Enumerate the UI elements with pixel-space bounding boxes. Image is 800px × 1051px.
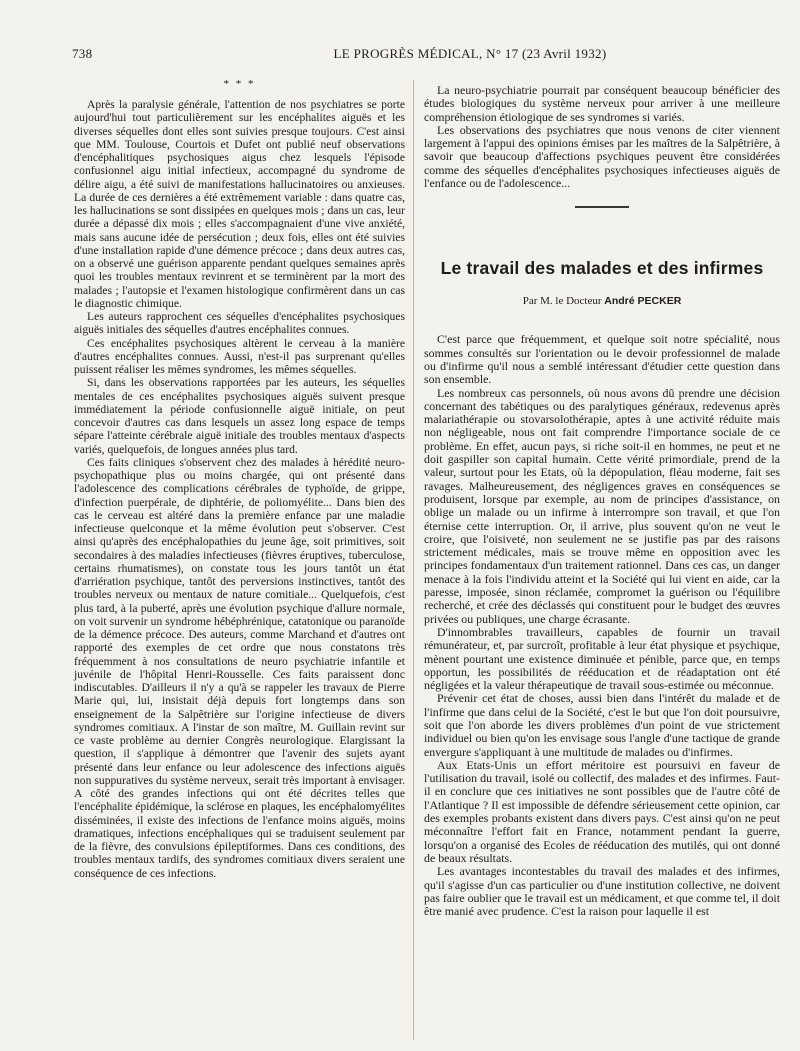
paragraph: Les observations des psychiatres que nous venons de citer viennent largement à l'appui des opinions émises par les maîtres de la Salpêtrière, à savoir que beaucoup d'affections psychiques peuvent être considérées comme des séquelles d'encéphalites psychosiques infectieuses aiguës de l'enfance ou de l'adolescence... (424, 122, 780, 191)
paragraph: Les avantages incontestables du travail des malades et des infirmes, qu'il s'agisse d'un cas particulier ou d'une institution collective, ne doivent pas faire oublier que le travail est un médicament, et que comme tel, il doit être manié avec prudence. C'est la raison pour laquelle il est (424, 864, 780, 919)
paragraph: C'est parce que fréquemment, et quelque soit notre spécialité, nous sommes consultés sur l'orientation ou le devoir professionnel de malade ou d'infirme qu'il nous a semblé intéressant d'étudier cette question dans son ensemble. (424, 332, 780, 387)
paragraph: Prévenir cet état de choses, aussi bien dans l'intérêt du malade et de l'infirme que dans celui de la Société, c'est le but que l'on doit poursuivre, soit que l'on aborde les divers problèmes d'un point de vue strictement individuel ou bien qu'on les envisage sous l'angle d'une tactique de grande envergure s'appliquant à une multitude de malades ou d'infirmes. (424, 691, 780, 759)
author-name: André PECKER (604, 295, 682, 308)
paragraph: Ces encéphalites psychosiques altèrent le cerveau à la manière d'autres encéphalites connues. Aussi, n'est-il pas surprenant qu'elles puissent réaliser les mêmes syndromes, les mêmes séquelles. (74, 336, 405, 376)
right-column (424, 84, 780, 918)
section-separator: * * * (223, 78, 256, 90)
byline (424, 295, 780, 307)
page-number: 738 (72, 46, 93, 61)
paragraph: Les nombreux cas personnels, où nous avons dû prendre une décision concernant des tabétiques ou des paralytiques généraux, redevenus après malariathérapie ou stovarsolothérapie, aptes à une activité réduite mais non négligeable, nous ont fait comprendre l'importance sociale de ce problème. En effet, aucun pays, si riche soit-il en hommes, ne peut et ne doit gaspiller son capital humain. Cette vérité primordiale, prend de la valeur, surtout pour les Etats, où la dépopulation, fléau moderne, fait ses ravages. Malheureusement, des négligences graves en conséquences se produisent, lorsque par exemple, au nom de principes d'assistance, on oblige un malade ou un infirme à interrompre son travail, et que l'on éternise cette interruption. Or, il arrive, plus souvent qu'on ne veut le croire, que l'oisiveté, non seulement ne se justifie pas par des raisons strictement médicales, mais se trouve même en opposition avec les principes fondamentaux d'un traitement rationnel. Dans ces cas, un danger menace à la fois l'individu atteint et la Société qui lui vient en aide, car la paresse, imposée, sinon réclamée, compromet la guérison ou l'équilibre recherché, et crée des déclassés qui constituent pour le budget des œuvres privées ou publiques, une charge écrasante. (424, 385, 780, 626)
paragraph: Aux Etats-Unis un effort méritoire est poursuivi en faveur de l'utilisation du travail, isolé ou collectif, des malades et des infirmes. Faut-il en conclure que ces initiatives ne sont possibles que de l'autre côté de l'Atlantique ? Il est impossible de défendre sérieusement cette opinion, car des exemples probants existent dans divers pays. C'est ainsi qu'on ne peut méconnaître l'effort fait en France, notamment pendant la guerre, lorsqu'on a organisé des Ecoles de rééducation des mutilés, qui ont donné de beaux résultats. (424, 757, 780, 865)
paragraph: Après la paralysie générale, l'attention de nos psychiatres se porte aujourd'hui tout particulièrement sur les encéphalites aiguës et les diverses séquelles dont elles sont suivies presque toujours. C'est ainsi que MM. Toulouse, Courtois et Dufet ont publié neuf observations d'encéphalitiques psychosiques aigus chez lesquels l'épisode confusionnel aigu initial infectieux, accompagné du syndrome de délire aigu, a été suivi de manifestations hallucinatoires ou anxieuses. La durée de ces dernières a été extrêmement variable : dans quatre cas, les hallucinations se sont dissipées en quelques mois ; dans un cas, leur durée a dépassé dix mois ; elles s'accompagnaient d'une vive anxiété, mais sans aucune idée de persécution ; deux fois, elles ont été suivies d'une installation rapide d'une démence précoce ; dans deux autres cas, on a observé une guérison apparente pendant quelques semaines après quoi les troubles mentaux revinrent et se terminèrent par la mort des malades ; l'autopsie et l'examen histologique confirmèrent dans un cas le diagnostic chimique. (74, 98, 405, 310)
paragraph: Les auteurs rapprochent ces séquelles d'encéphalites psychosiques aiguës initiales des séquelles d'autres encéphalites connues. (74, 310, 405, 337)
column-rule (413, 80, 414, 1040)
left-column (74, 78, 405, 880)
paragraph: La neuro-psychiatrie pourrait par conséquent beaucoup bénéficier des études biologiques du système nerveux pour arriver à une meilleure compréhension étiologique de ses syndromes si variés. (424, 83, 780, 124)
running-head (0, 44, 800, 64)
paragraph: Ces faits cliniques s'observent chez des malades à hérédité neuro-psychopathique plus ou moins chargée, qui ont présenté dans l'adolescence des complications cérébrales de typhoïde, de grippe, d'infection puerpérale, de diphtérie, de poliomyélite... Dans bien des cas le cerveau est altéré dans la première enfance par une maladie infectieuse quelconque et la même évolution peut s'observer. C'est ainsi qu'après des encéphalopathies du jeune âge, soit primitives, soit secondaires à des maladies infectieuses (fièvres éruptives, tuberculose, certains rhumatismes), on constate tous les jours tantôt un état d'arriération psychique, tantôt des perversions instinctives, tantôt des troubles nerveux ou mentaux de nature comitiale... Quelquefois, c'est plus tard, à la puberté, après une évolution psychique d'allure normale, on voit survenir un syndrome hébéphrénique, catatonique ou paranoïde de la démence précoce. Des auteurs, comme Marchand et d'autres ont rapporté des exemples de cet ordre que nous constatons très fréquemment à nos consultations de neuro psychiatrie infantile et juvénile de l'hôpital Henri-Rousselle. Ces faits paraissent donc indiscutables. D'ailleurs il n'y a qu'à se rappeler les travaux de Pierre Marie qui, lui, insistait déjà depuis fort longtemps dans son enseignement de la Salpêtrière sur l'origine infectieuse de divers syndromes comitiaux. A l'instar de son maître, M. Guillain revint sur ce vaste problème au dernier Congrès neurologique. Elargissant la question, il s'applique à démontrer que l'avenir des sujets ayant présenté dans leur enfance ou leur adolescence des infections aiguës non suppuratives du système nerveux, serait très important à envisager. A côté des grandes infections qui ont été décrites telles que l'encéphalite épidémique, la sclérose en plaques, les encéphalomyélites disséminées, il existe des infections de l'enfance moins aiguës, moins dramatiques, infections encéphaliques qui se traduisent seulement par de la fièvre, des convulsions épileptiformes. Dans ces conditions, des troubles mentaux tardifs, des syndromes comitiaux divers seraient une conséquence de ces infections. (74, 455, 405, 880)
article-title: Le travail des malades et des infirmes (440, 258, 764, 279)
article-divider (575, 206, 629, 208)
journal-header: LE PROGRÈS MÉDICAL, N° 17 (23 Avril 1932) (333, 46, 607, 61)
paragraph: D'innombrables travailleurs, capables de fournir un travail rémunérateur, et, par surcroît, profitable à leur état physique et psychique, mènent pourtant une existence diminuée et pénible, parce que, en temps opportun, les possibilités de rééducation et de réadaptation ont été négligées et la valeur thérapeutique de travail sous-estimée ou méconnue. (424, 624, 780, 693)
byline-prefix: Par M. le Docteur (522, 295, 602, 308)
paragraph: Si, dans les observations rapportées par les auteurs, les séquelles mentales de ces encéphalites psychosiques aiguës suivent presque immédiatement la période confusionnelle aiguë initiale, on peut concevoir d'autres cas dans lesquels un assez long espace de temps sépare l'atteinte cérébrale aiguë initiale des troubles mentaux d'aspects variés, quelquefois, de longues années plus tard. (74, 376, 405, 456)
